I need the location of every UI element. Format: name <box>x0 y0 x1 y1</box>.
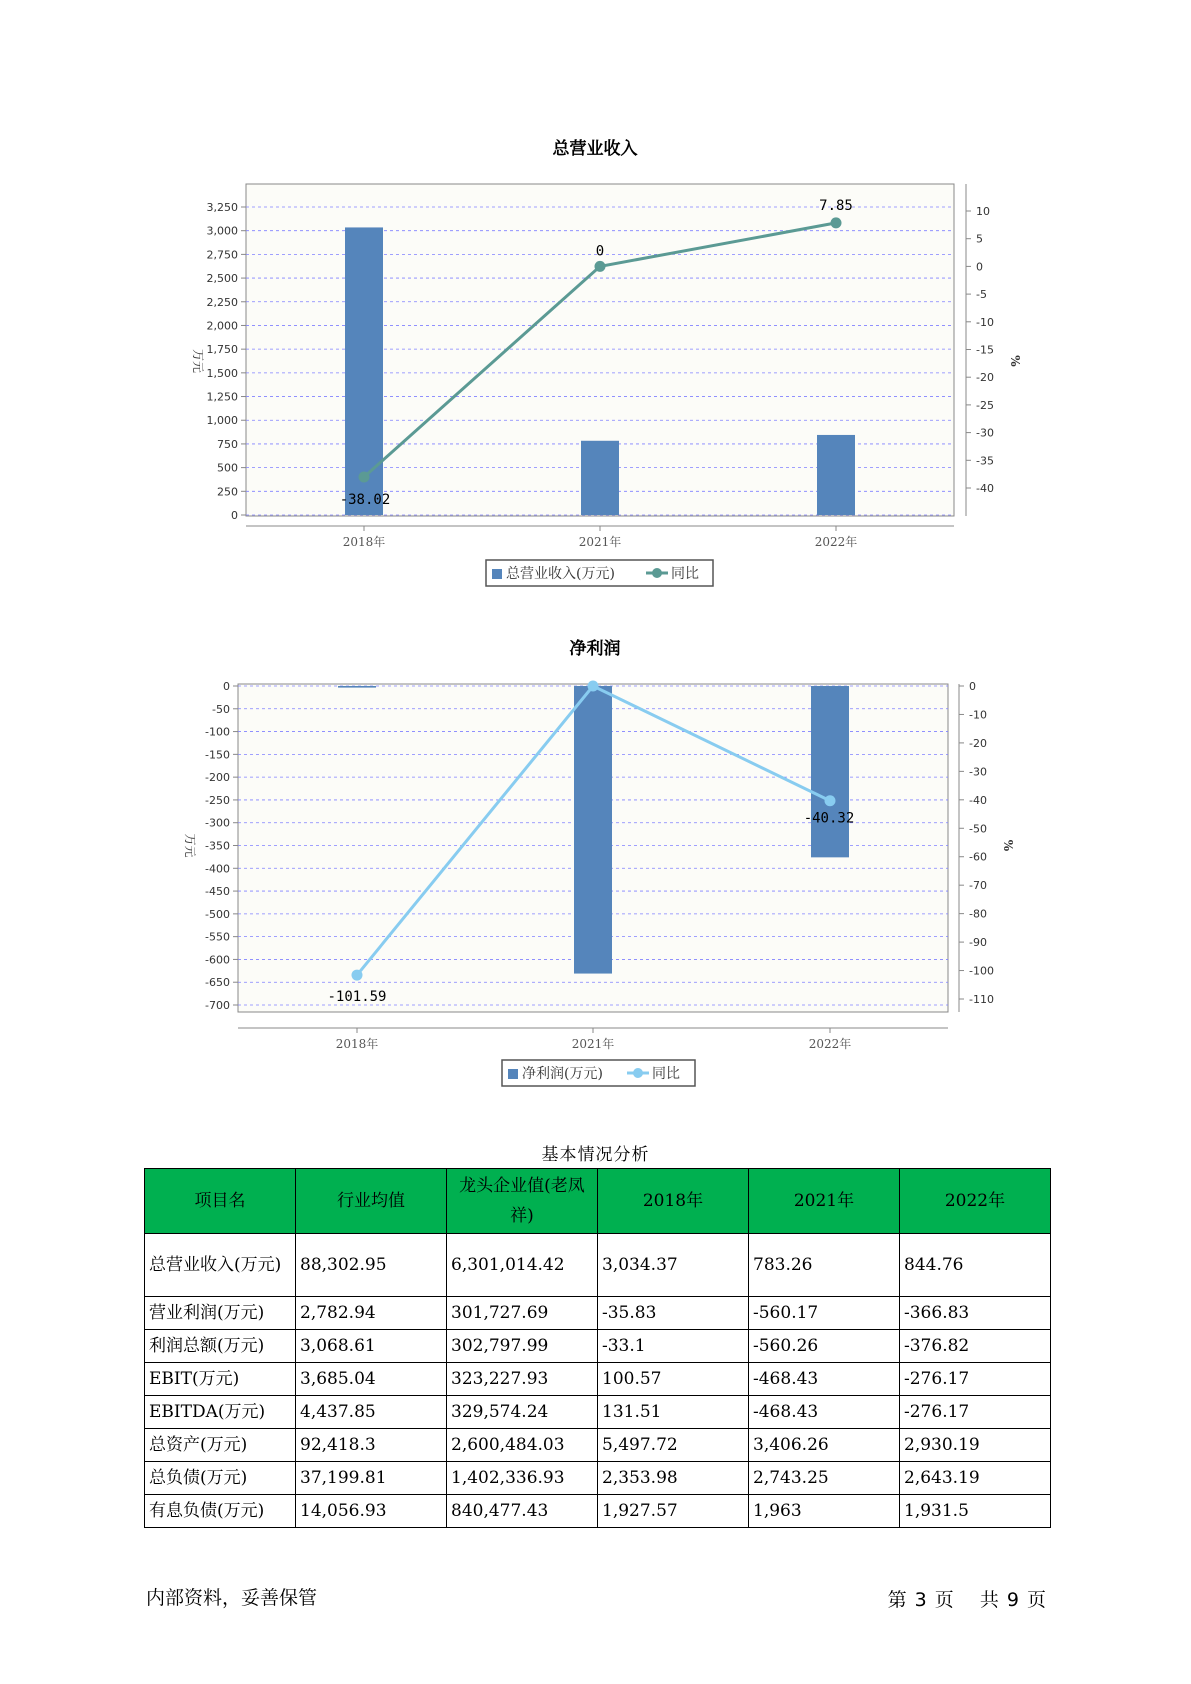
y-tick-label: 1,000 <box>206 414 238 428</box>
table-cell: -276.17 <box>900 1396 1051 1429</box>
bar <box>581 441 619 515</box>
table-cell: 2,743.25 <box>749 1462 900 1495</box>
y2-tick-label: -10 <box>976 315 994 329</box>
legend-bar-label: 总营业收入(万元) <box>506 566 615 582</box>
chart-title: 净利润 <box>569 639 621 659</box>
bar <box>338 686 376 688</box>
table-cell: 840,477.43 <box>447 1495 598 1528</box>
y-tick-label: 1,500 <box>206 366 238 380</box>
table-cell: 3,034.37 <box>598 1234 749 1297</box>
y2-axis-label: % <box>1001 839 1015 852</box>
yoy-data-label: -40.32 <box>803 810 855 827</box>
yoy-point <box>352 970 363 981</box>
y2-tick-label: -30 <box>976 426 994 440</box>
table-cell: 323,227.93 <box>447 1363 598 1396</box>
table-cell: 2,782.94 <box>296 1297 447 1330</box>
x-tick-label: 2018年 <box>335 1037 379 1051</box>
table-cell: 2,643.19 <box>900 1462 1051 1495</box>
y-tick-label: 2,000 <box>206 319 238 333</box>
table-cell: 3,406.26 <box>749 1429 900 1462</box>
y-tick-label: 250 <box>217 485 238 499</box>
x-tick-label: 2021年 <box>578 535 622 549</box>
y-tick-label: -350 <box>205 839 230 853</box>
row-label-cell: 有息负债(万元) <box>145 1495 296 1528</box>
y2-tick-label: -50 <box>969 822 987 836</box>
yoy-point <box>825 795 836 806</box>
y2-tick-label: -5 <box>976 288 987 302</box>
y-tick-label: 2,750 <box>206 248 238 262</box>
table-caption: 基本情况分析 <box>541 1145 650 1165</box>
page-prefix: 第 <box>887 1589 907 1611</box>
table-cell: -560.17 <box>749 1297 900 1330</box>
table-cell: -35.83 <box>598 1297 749 1330</box>
y2-tick-label: 0 <box>976 260 983 274</box>
table-cell: 4,437.85 <box>296 1396 447 1429</box>
legend-bar-swatch <box>508 1069 518 1079</box>
y-tick-label: -450 <box>205 885 230 899</box>
table-cell: 2,930.19 <box>900 1429 1051 1462</box>
table-row <box>145 1429 1051 1462</box>
y2-tick-label: 5 <box>976 232 983 246</box>
table-row <box>145 1330 1051 1363</box>
y2-tick-label: -15 <box>976 343 994 357</box>
total-suffix: 页 <box>1026 1589 1046 1611</box>
revenue-chart <box>0 130 1191 600</box>
bar <box>574 686 612 974</box>
row-label-cell: 总资产(万元) <box>145 1429 296 1462</box>
y-tick-label: -550 <box>205 930 230 944</box>
table-cell: -468.43 <box>749 1396 900 1429</box>
yoy-data-label: -38.02 <box>339 492 391 509</box>
y-tick-label: 3,000 <box>206 224 238 238</box>
table-cell: -33.1 <box>598 1330 749 1363</box>
page-word: 页 <box>934 1589 954 1611</box>
table-header-cell: 项目名 <box>145 1169 296 1234</box>
table-row <box>145 1462 1051 1495</box>
table-header-cell: 龙头企业值(老凤祥) <box>447 1169 598 1234</box>
y-tick-label: -150 <box>205 748 230 762</box>
table-cell: -366.83 <box>900 1297 1051 1330</box>
x-tick-label: 2021年 <box>571 1037 615 1051</box>
y-tick-label: 0 <box>223 680 230 693</box>
y2-tick-label: -70 <box>969 879 987 893</box>
y-axis-label: 万元 <box>191 348 205 374</box>
table-cell: 88,302.95 <box>296 1234 447 1297</box>
y2-tick-label: -30 <box>969 765 987 779</box>
y-tick-label: 1,250 <box>206 390 238 404</box>
yoy-point <box>595 261 606 272</box>
table-row <box>145 1297 1051 1330</box>
table-cell: 329,574.24 <box>447 1396 598 1429</box>
table-cell: -560.26 <box>749 1330 900 1363</box>
table-cell: 5,497.72 <box>598 1429 749 1462</box>
table-row <box>145 1363 1051 1396</box>
y2-tick-label: -40 <box>976 482 994 495</box>
table-row <box>145 1234 1051 1297</box>
table-cell: 6,301,014.42 <box>447 1234 598 1297</box>
table-header-cell: 2018年 <box>598 1169 749 1234</box>
y-tick-label: -400 <box>205 862 230 876</box>
table-cell: 1,402,336.93 <box>447 1462 598 1495</box>
yoy-data-label: 7.85 <box>819 197 853 214</box>
table-header-cell: 2022年 <box>900 1169 1051 1234</box>
yoy-data-label: -101.59 <box>327 989 387 1006</box>
bar <box>817 435 855 515</box>
table-header-cell: 2021年 <box>749 1169 900 1234</box>
y2-tick-label: -25 <box>976 398 994 412</box>
footer-page-number <box>884 1585 1050 1612</box>
y-tick-label: 3,250 <box>206 201 238 214</box>
y2-tick-label: -60 <box>969 850 987 864</box>
y2-tick-label: 0 <box>969 680 976 693</box>
row-label-cell: 总负债(万元) <box>145 1462 296 1495</box>
y2-tick-label: -40 <box>969 793 987 807</box>
basic-analysis-table <box>144 1168 1051 1528</box>
legend-bar-label: 净利润(万元) <box>522 1066 603 1082</box>
table-cell: 844.76 <box>900 1234 1051 1297</box>
row-label-cell: EBIT(万元) <box>145 1363 296 1396</box>
legend-bar-swatch <box>492 569 502 579</box>
y2-tick-label: -20 <box>969 736 987 750</box>
y-tick-label: 500 <box>217 461 238 475</box>
y-tick-label: -100 <box>205 725 230 739</box>
y-tick-label: 2,500 <box>206 272 238 286</box>
table-cell: 1,963 <box>749 1495 900 1528</box>
table-cell: -376.82 <box>900 1330 1051 1363</box>
y-tick-label: -250 <box>205 793 230 807</box>
row-label-cell: EBITDA(万元) <box>145 1396 296 1429</box>
legend-line-marker <box>652 568 662 578</box>
table-cell: 14,056.93 <box>296 1495 447 1528</box>
y-axis-label: 万元 <box>183 833 197 858</box>
y-tick-label: -500 <box>205 907 230 921</box>
table-cell: 1,927.57 <box>598 1495 749 1528</box>
table-cell: 1,931.5 <box>900 1495 1051 1528</box>
yoy-point <box>831 217 842 228</box>
table-row <box>145 1495 1051 1528</box>
y2-axis-label: % <box>1008 355 1022 367</box>
table-row <box>145 1396 1051 1429</box>
yoy-point <box>588 681 599 692</box>
y-tick-label: -50 <box>212 702 230 716</box>
legend-line-marker <box>633 1068 643 1078</box>
yoy-data-label: 0 <box>595 243 605 260</box>
table-cell: 3,068.61 <box>296 1330 447 1363</box>
table-cell: 3,685.04 <box>296 1363 447 1396</box>
yoy-point <box>359 472 370 483</box>
table-cell: 92,418.3 <box>296 1429 447 1462</box>
table-cell: 783.26 <box>749 1234 900 1297</box>
y2-tick-label: 10 <box>976 205 990 218</box>
net-profit-chart <box>0 630 1191 1100</box>
row-label-cell: 营业利润(万元) <box>145 1297 296 1330</box>
y-tick-label: -200 <box>205 771 230 785</box>
row-label-cell: 利润总额(万元) <box>145 1330 296 1363</box>
table-cell: 100.57 <box>598 1363 749 1396</box>
table-cell: -468.43 <box>749 1363 900 1396</box>
y2-tick-label: -110 <box>969 993 994 1006</box>
legend-line-label: 同比 <box>671 566 699 582</box>
chart-title: 总营业收入 <box>552 139 638 159</box>
total-pages: 9 <box>1006 1589 1019 1611</box>
y-tick-label: 2,250 <box>206 295 238 309</box>
y2-tick-label: -10 <box>969 708 987 722</box>
y2-tick-label: -80 <box>969 907 987 921</box>
table-cell: 37,199.81 <box>296 1462 447 1495</box>
y-tick-label: -650 <box>205 976 230 990</box>
y-tick-label: 750 <box>217 437 238 451</box>
x-tick-label: 2022年 <box>808 1037 852 1051</box>
table-cell: 2,353.98 <box>598 1462 749 1495</box>
y-tick-label: 1,750 <box>206 343 238 357</box>
y2-tick-label: -35 <box>976 454 994 468</box>
table-header-row <box>145 1169 1051 1234</box>
bar <box>811 686 849 857</box>
y-tick-label: 0 <box>231 509 238 522</box>
y-tick-label: -700 <box>205 999 230 1012</box>
y2-tick-label: -90 <box>969 936 987 950</box>
table-header-cell: 行业均值 <box>296 1169 447 1234</box>
x-tick-label: 2018年 <box>342 535 386 549</box>
total-prefix: 共 <box>979 1589 999 1611</box>
table-cell: 131.51 <box>598 1396 749 1429</box>
y2-tick-label: -100 <box>969 964 994 978</box>
y-tick-label: -600 <box>205 953 230 967</box>
row-label-cell: 总营业收入(万元) <box>145 1234 296 1297</box>
legend-line-label: 同比 <box>652 1066 680 1082</box>
table-cell: 2,600,484.03 <box>447 1429 598 1462</box>
table-cell: 302,797.99 <box>447 1330 598 1363</box>
y2-tick-label: -20 <box>976 371 994 385</box>
table-cell: -276.17 <box>900 1363 1051 1396</box>
y-tick-label: -300 <box>205 816 230 830</box>
page-number: 3 <box>914 1589 927 1611</box>
x-tick-label: 2022年 <box>814 535 858 549</box>
footer-confidential-note: 内部资料，妥善保管 <box>146 1587 318 1609</box>
table-cell: 301,727.69 <box>447 1297 598 1330</box>
